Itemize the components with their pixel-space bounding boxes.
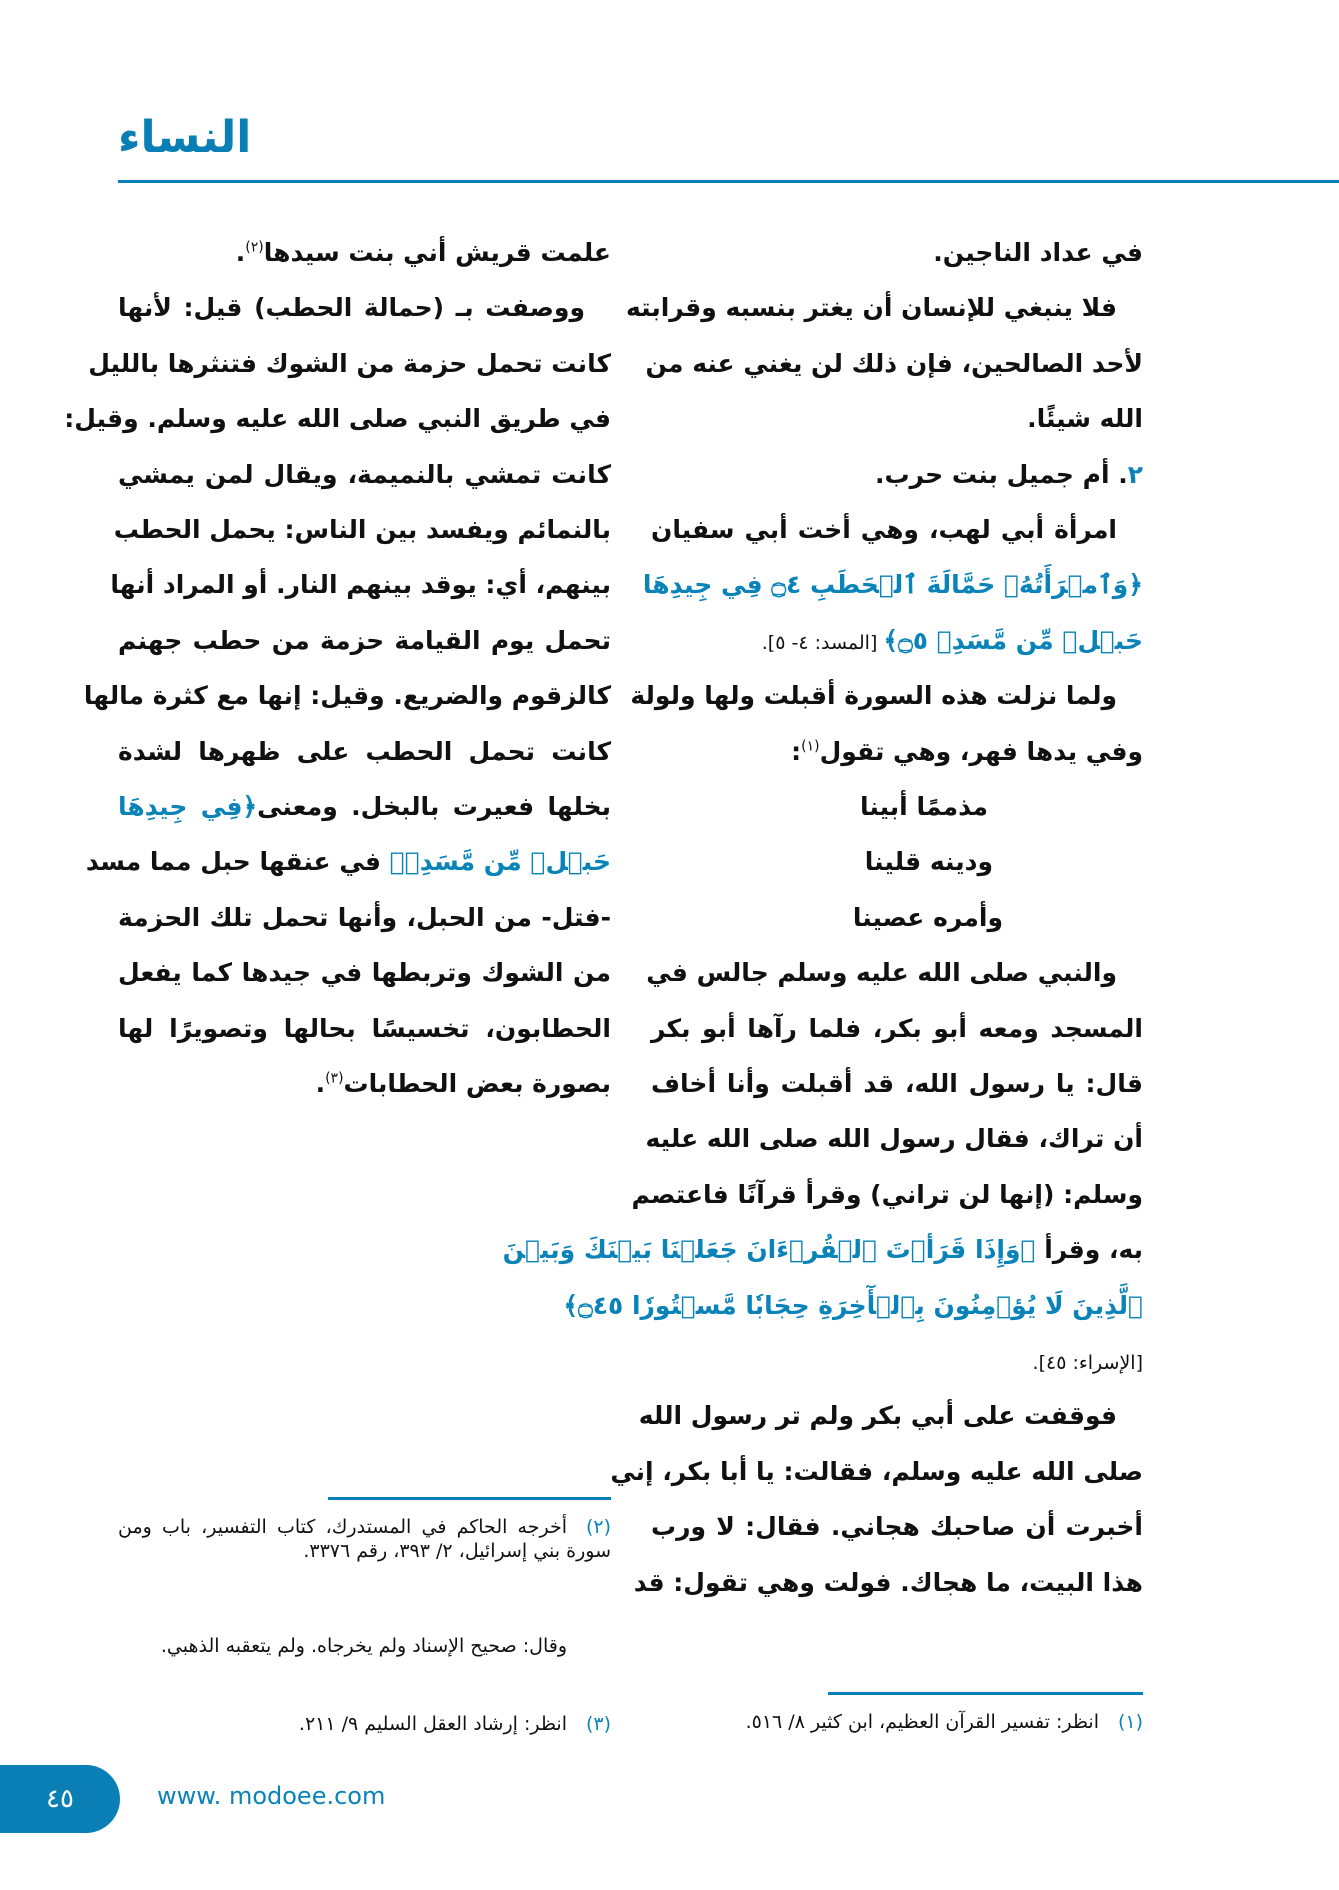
footnote-separator-left bbox=[328, 1497, 611, 1500]
quran-verse: ٱلَّذِينَ لَا يُؤۡمِنُونَ بِٱلۡأٓخِرَةِ حِجَابٗا مَّسۡتُورٗا ۝٤٥﴾ bbox=[563, 1290, 1143, 1320]
text-segment: فوقفت على أبي بكر ولم تر رسول الله bbox=[638, 1401, 1117, 1431]
text-line bbox=[118, 225, 611, 281]
text-segment: الحطابون، تخسيسًا بحالها وتصويرًا لها bbox=[118, 1013, 611, 1043]
footnote bbox=[118, 1712, 611, 1736]
text-line bbox=[642, 557, 1143, 613]
text-line bbox=[651, 502, 1143, 558]
quran-verse: ﴿وَإِذَا قَرَأۡتَ ٱلۡقُرۡءَانَ جَعَلۡنَا بَيۡنَكَ وَبَيۡنَ bbox=[502, 1235, 1036, 1265]
text-line bbox=[651, 834, 1143, 890]
text-line bbox=[651, 890, 1143, 946]
website-url[interactable]: www. modoee.com bbox=[157, 1782, 386, 1810]
text-line bbox=[88, 336, 611, 392]
header-rule bbox=[118, 180, 1339, 183]
text-segment: في عنقها حبل مما مسد bbox=[85, 847, 390, 877]
text-segment: صلى الله عليه وسلم، فقالت: يا أبا بكر، إني bbox=[610, 1456, 1143, 1486]
footnote-number: (١) bbox=[1117, 1711, 1143, 1733]
text-line bbox=[651, 613, 1143, 669]
quran-verse: حَبۡلٞ مِّن مَّسَدِۭ ۝٥﴾ bbox=[883, 625, 1143, 655]
page-number: ٤٥ bbox=[0, 1765, 120, 1833]
text-line bbox=[631, 1167, 1143, 1223]
text-line bbox=[651, 779, 1143, 835]
footnote-text: انظر: إرشاد العقل السليم ٩/ ٢١١. bbox=[298, 1713, 567, 1735]
text-line bbox=[651, 724, 1143, 780]
text-segment: امرأة أبي لهب، وهي أخت أبي سفيان bbox=[651, 515, 1117, 544]
text-segment: بخلها فعيرت بالبخل. ومعنى bbox=[257, 792, 612, 821]
text-segment: في طريق النبي صلى الله عليه وسلم. وقيل: bbox=[64, 404, 611, 434]
text-segment: كانت تحمل حزمة من الشوك فتنثرها بالليل bbox=[88, 348, 611, 378]
text-segment: به، وقرأ bbox=[1035, 1235, 1143, 1265]
text-segment: ووصفت بـ (حمالة الحطب) قيل: لأنها bbox=[118, 293, 585, 323]
footnote bbox=[118, 1515, 611, 1563]
text-segment: : bbox=[791, 736, 802, 766]
text-line bbox=[646, 945, 1143, 1001]
text-line bbox=[118, 724, 611, 780]
text-line bbox=[83, 668, 611, 724]
footnote-text: أخرجه الحاكم في المستدرك، كتاب التفسير، باب ومن سورة بني إسرائيل، ٢/ ٣٩٣، رقم ٣٣٧٦. bbox=[118, 1516, 611, 1562]
text-segment: الله شيئًا. bbox=[1027, 404, 1143, 434]
text-line bbox=[118, 280, 611, 336]
text-segment: كانت تمشي بالنميمة، ويقال لمن يمشي bbox=[118, 459, 611, 489]
text-segment: كالزقوم والضريع. وقيل: إنها مع كثرة مالها bbox=[83, 681, 611, 711]
text-segment: كانت تحمل الحطب على ظهرها لشدة bbox=[118, 736, 611, 766]
verse-citation: [المسد: ٤- ٥]. bbox=[761, 631, 884, 654]
text-segment: المسجد ومعه أبو بكر، فلما رآها أبو بكر bbox=[651, 1013, 1143, 1043]
text-segment: من الشوك وتربطها في جيدها كما يفعل bbox=[118, 958, 611, 988]
text-segment: لأحد الصالحين، فإن ذلك لن يغني عنه من bbox=[645, 348, 1143, 378]
text-segment: هذا البيت، ما هجاك. فولت وهي تقول: قد bbox=[633, 1567, 1143, 1597]
quran-verse: ﴿وَٱمۡرَأَتُهُۥ حَمَّالَةَ ٱلۡحَطَبِ ۝٤ فِي جِيدِهَا bbox=[642, 570, 1143, 600]
text-line bbox=[625, 280, 1143, 336]
text-segment: وسلم: (إنها لن تراني) وقرأ قرآنًا فاعتصم bbox=[631, 1179, 1143, 1209]
text-line bbox=[651, 1499, 1143, 1555]
text-segment: . bbox=[315, 1069, 326, 1098]
text-line bbox=[110, 557, 611, 613]
text-line bbox=[502, 1222, 1143, 1278]
text-line bbox=[630, 668, 1143, 724]
text-segment: -فتل- من الحبل، وأنها تحمل تلك الحزمة bbox=[118, 902, 611, 932]
footnote-text: انظر: تفسير القرآن العظيم، ابن كثير ٨/ ٥١٦. bbox=[745, 1711, 1099, 1733]
text-segment: ولما نزلت هذه السورة أقبلت ولها ولولة bbox=[630, 681, 1117, 711]
text-segment: بصورة بعض الحطابات bbox=[343, 1069, 611, 1098]
text-line bbox=[651, 1056, 1143, 1112]
footnote-reference[interactable]: (٢) bbox=[245, 239, 264, 256]
text-segment: والنبي صلى الله عليه وسلم جالس في bbox=[646, 958, 1117, 988]
text-line bbox=[118, 613, 611, 669]
footnote-text: وقال: صحيح الإسناد ولم يخرجاه. ولم يتعقبه الذهبي. bbox=[160, 1635, 567, 1657]
text-line bbox=[651, 1333, 1143, 1389]
text-segment: . أم جميل بنت حرب. bbox=[874, 459, 1128, 489]
text-line bbox=[651, 225, 1143, 281]
text-line bbox=[638, 1388, 1143, 1444]
footnote-number: (٣) bbox=[585, 1713, 611, 1735]
text-segment: تحمل يوم القيامة حزمة من حطب جهنم bbox=[118, 625, 611, 655]
text-line bbox=[118, 945, 611, 1001]
footnote-separator-right bbox=[828, 1692, 1143, 1695]
text-segment: بالنمائم ويفسد بين الناس: يحمل الحطب bbox=[113, 515, 611, 544]
text-segment: أن تراك، فقال رسول الله صلى الله عليه bbox=[645, 1124, 1143, 1154]
text-segment: فلا ينبغي للإنسان أن يغتر بنسبه وقرابته bbox=[625, 293, 1117, 323]
text-line bbox=[85, 834, 611, 890]
footnote bbox=[651, 1710, 1143, 1734]
text-line bbox=[651, 447, 1143, 503]
text-line bbox=[645, 1111, 1143, 1167]
text-line bbox=[118, 1056, 611, 1112]
text-segment: ودينه قلينا bbox=[864, 847, 993, 877]
text-segment: مذممًا أبينا bbox=[859, 792, 988, 821]
chapter-title: النساء bbox=[118, 112, 252, 163]
text-segment: أخبرت أن صاحبك هجاني. فقال: لا ورب bbox=[651, 1512, 1143, 1542]
quran-verse: حَبۡلٞ مِّن مَّسَدِۭ﴾ bbox=[389, 847, 611, 877]
footnote bbox=[118, 1634, 567, 1658]
text-line bbox=[645, 336, 1143, 392]
text-segment: علمت قريش أني بنت سيدها bbox=[263, 238, 611, 267]
text-line bbox=[113, 502, 611, 558]
text-segment: في عداد الناجين. bbox=[933, 238, 1143, 267]
footnote-number: (٢) bbox=[585, 1516, 611, 1538]
footnote-reference[interactable]: (١) bbox=[801, 738, 820, 755]
text-segment: . bbox=[235, 238, 246, 267]
text-line bbox=[118, 779, 611, 835]
text-line bbox=[64, 391, 611, 447]
text-line bbox=[118, 447, 611, 503]
text-segment: وفي يدها فهر، وهي تقول bbox=[819, 736, 1143, 766]
text-line bbox=[651, 391, 1143, 447]
text-line bbox=[633, 1555, 1143, 1611]
text-line bbox=[118, 1001, 611, 1057]
text-segment: قال: يا رسول الله، قد أقبلت وأنا أخاف bbox=[651, 1069, 1143, 1098]
text-segment: بينهم، أي: يوقد بينهم النار. أو المراد أنها bbox=[110, 570, 611, 600]
text-line bbox=[118, 890, 611, 946]
item-number: ٢ bbox=[1127, 459, 1143, 489]
text-line bbox=[563, 1278, 1143, 1334]
text-line bbox=[610, 1444, 1143, 1500]
quran-verse: ﴿فِي جِيدِهَا bbox=[118, 792, 258, 821]
text-segment: وأمره عصينا bbox=[852, 902, 1003, 932]
verse-citation: [الإسراء: ٤٥]. bbox=[1032, 1352, 1143, 1374]
text-line bbox=[651, 1001, 1143, 1057]
footnote-reference[interactable]: (٣) bbox=[325, 1070, 344, 1087]
